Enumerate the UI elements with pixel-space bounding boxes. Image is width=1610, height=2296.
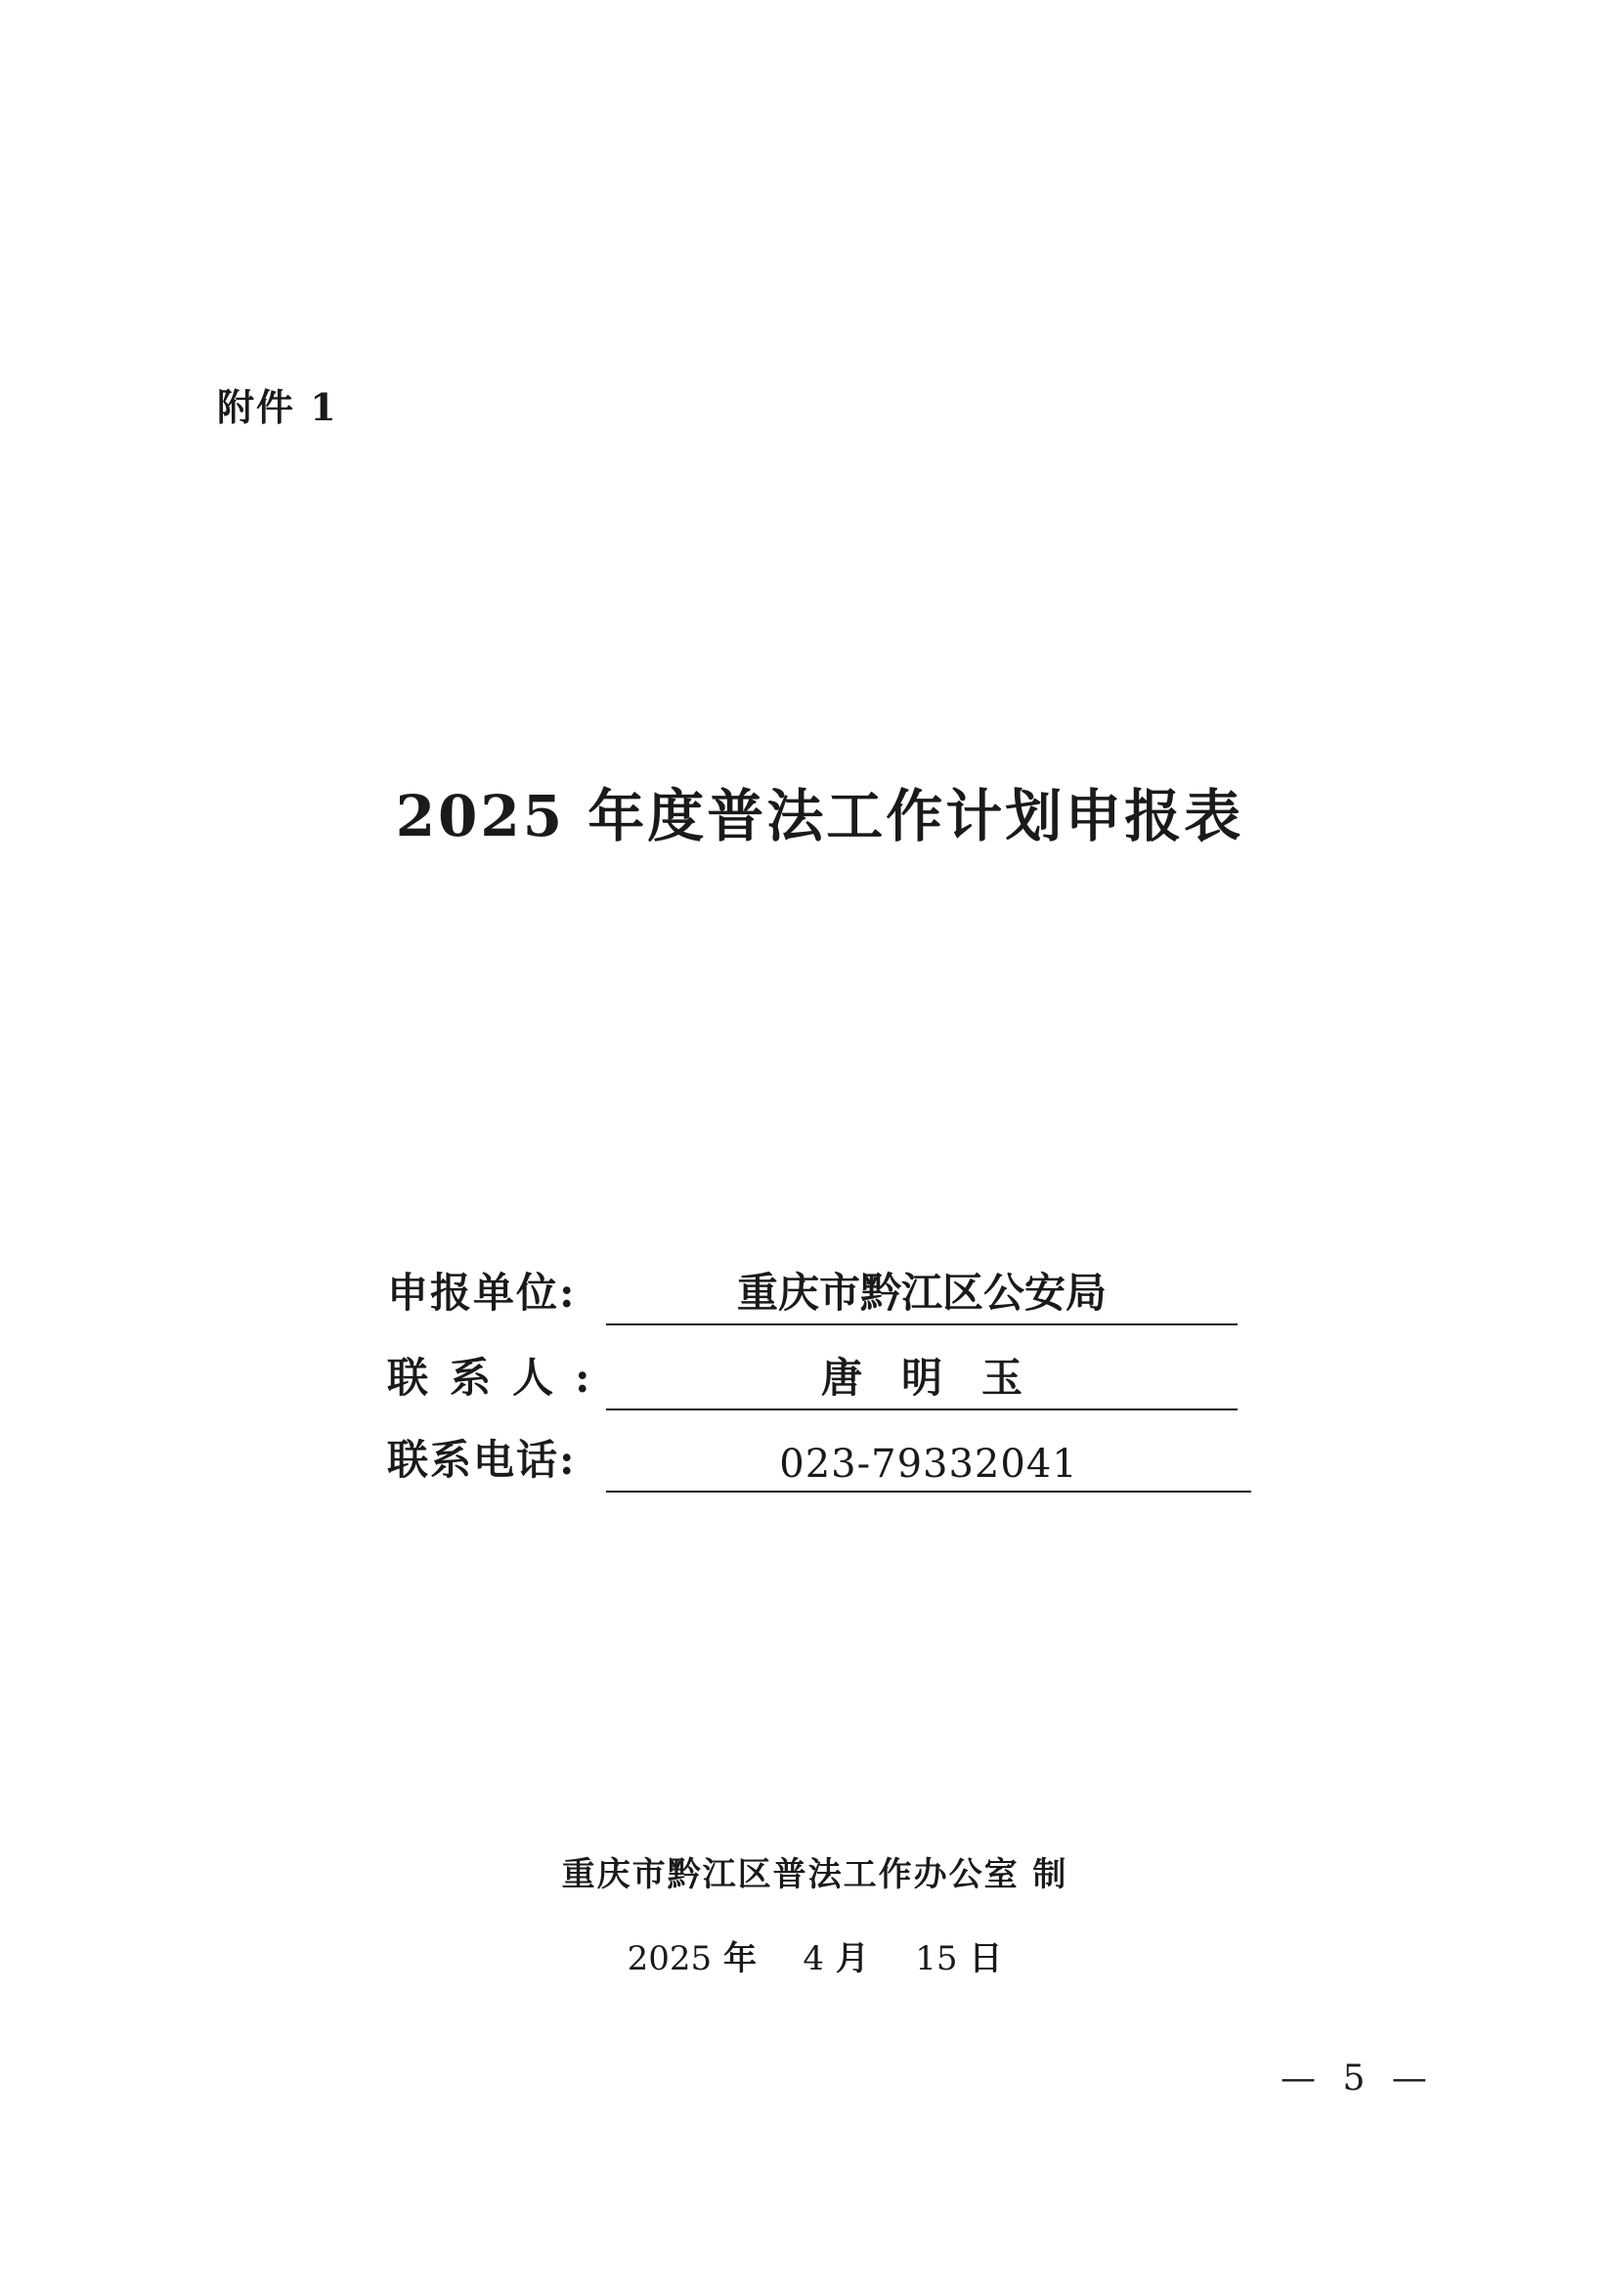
phone-field[interactable] [606,1440,1251,1493]
phone-label-text: 联系电话 [387,1436,560,1484]
contact-colon: : [575,1354,590,1402]
unit-field[interactable] [606,1269,1238,1325]
unit-colon: : [559,1269,575,1317]
date-month: 4 [803,1939,825,1978]
issue-date [0,1931,1610,1979]
contact-label [387,1346,590,1405]
date-year: 2025 [627,1939,713,1978]
attachment-label: 附件 1 [217,385,338,429]
unit-label [387,1261,575,1320]
document-title: 2025 年度普法工作计划申报表 [395,783,1244,849]
contact-label-text: 联系人 [387,1354,576,1402]
date-day-unit: 日 [969,1939,1003,1978]
phone-value: 023-79332041 [779,1442,1078,1487]
field-row-contact [387,1352,1267,1410]
date-month-unit: 月 [835,1939,869,1978]
field-row-phone [387,1434,1267,1493]
unit-label-text: 申报单位 [387,1269,560,1317]
contact-field[interactable] [606,1354,1238,1410]
page-number: — 5 — [1281,2058,1435,2099]
phone-colon: : [559,1436,575,1484]
contact-value: 唐明玉 [820,1354,1062,1402]
unit-value: 重庆市黔江区公安局 [736,1269,1107,1317]
issuer-line: 重庆市黔江区普法工作办公室 制 [561,1855,1068,1894]
date-day: 15 [915,1939,958,1978]
field-row-unit [387,1267,1267,1325]
date-year-unit: 年 [723,1939,758,1978]
phone-label [387,1428,575,1487]
